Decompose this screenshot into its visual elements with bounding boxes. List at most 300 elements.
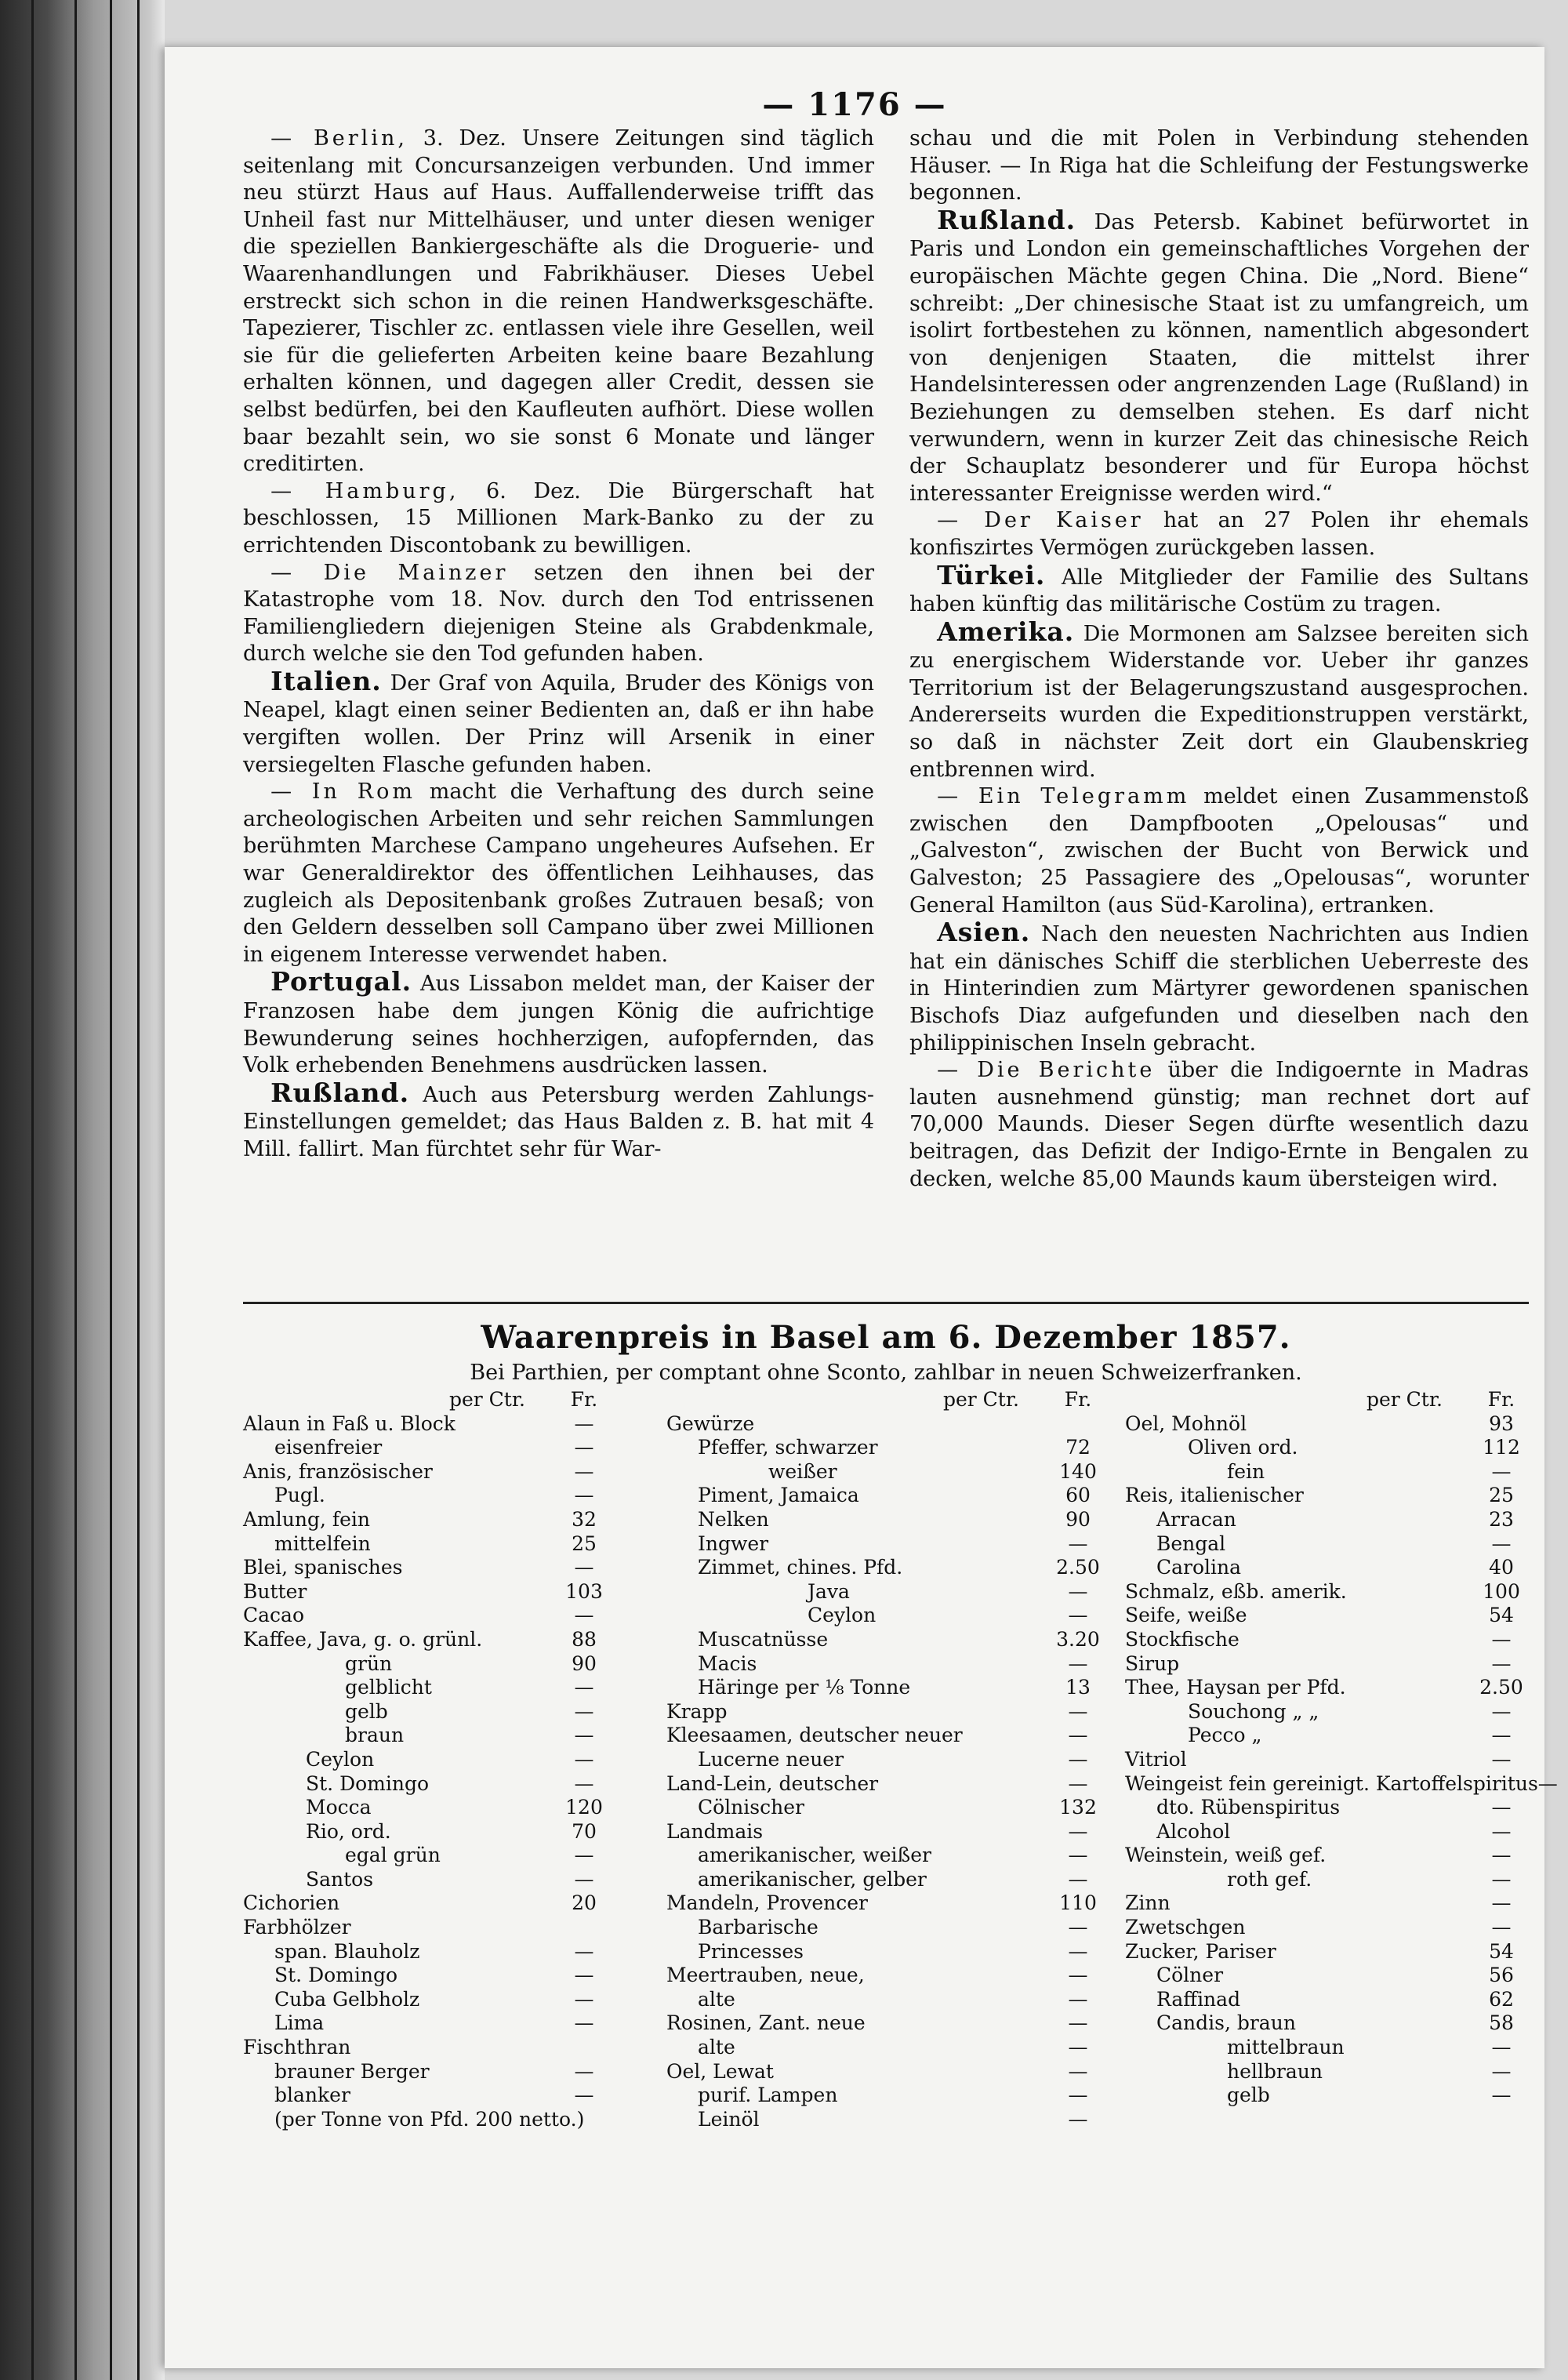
commodity-price: — [1068,2011,1088,2035]
commodity-name: mittelfein [274,1532,371,1555]
price-row [1125,1700,1529,1724]
commodity-name: Landmais [666,1819,764,1843]
price-row [243,1580,612,1604]
paragraph-lead: — Berlin, [270,126,408,151]
commodity-price: 54 [1489,1604,1514,1627]
commodity-price: — [1491,2084,1512,2107]
price-row [666,1820,1105,1844]
commodity-price: — [1068,1939,1088,1963]
commodity-price: — [1491,1651,1512,1675]
commodity-name: Pugl. [274,1484,325,1507]
price-row [666,1940,1105,1964]
price-row [243,1891,612,1916]
paragraph-text: Aus Lissabon meldet man, der Kaiser der Franzosen habe dem jungen König die aufrichtige Bewunderung seines hochherzigen, aufopfernden, das Volk erhebenden Benehmens ausdrücken lassen. [243,972,874,1078]
commodity-name: Weingeist fein gereinigt. Kartoffelspiritus [1125,1771,1538,1795]
price-row [1125,1460,1529,1484]
commodity-name: Pfeffer, schwarzer [698,1436,878,1459]
commodity-name: Ingwer [698,1532,769,1555]
price-row [243,1844,612,1868]
commodity-price [557,2036,612,2060]
commodity-price: 140 [1059,1459,1097,1483]
commodity-name: Häringe per ⅛ Tonne [698,1676,911,1699]
commodity-name: Land-Lein, deutscher [666,1771,879,1795]
commodity-name: Gewürze [666,1412,755,1435]
commodity-price: — [1491,1699,1512,1723]
price-row [243,1964,612,1988]
price-row [666,2060,1105,2084]
commodity-name: Reis, italienischer [1125,1484,1304,1507]
price-row [666,1436,1105,1460]
commodity-price: — [1491,1891,1512,1915]
commodity-price: — [574,1939,594,1963]
commodity-name: St. Domingo [274,1964,398,1987]
price-row [666,1484,1105,1508]
commodity-name: Lucerne neuer [698,1747,844,1771]
price-row [666,1964,1105,1988]
price-row [243,1460,612,1484]
commodity-name: Blei, spanisches [243,1556,403,1579]
price-row [243,1700,612,1724]
commodity-name: gelb [1227,2084,1270,2107]
commodity-name: Bengal [1156,1532,1226,1555]
commodity-price: — [1068,2036,1088,2059]
paragraph-text: schau und die mit Polen in Verbindung stehenden Häuser. — In Riga hat die Schleifung der Festungswerke begonnen. [909,126,1529,205]
news-paragraph [243,125,874,478]
price-row [1125,1940,1529,1964]
commodity-name: Weinstein, weiß gef. [1125,1844,1327,1867]
commodity-name: hellbraun [1227,2059,1323,2083]
price-row [666,1891,1105,1916]
commodity-name: span. Blauholz [274,1939,420,1963]
price-row [243,1652,612,1677]
paragraph-text: setzen den ihnen bei der Katastrophe vom 18. Nov. durch den Tod entrissenen Familiengliedern diejenigen Steine als Grabdenkmale, durch welche sie den Tod gefunden haben. [243,560,874,667]
price-row [666,1796,1105,1820]
commodity-name: Rosinen, Zant. neue [666,2011,866,2035]
commodity-name: Zucker, Pariser [1125,1939,1276,1963]
commodity-name: St. Domingo [306,1771,430,1795]
commodity-price: 25 [572,1532,597,1555]
news-paragraph [909,783,1529,919]
price-row [1125,1748,1529,1772]
commodity-name: Fischthran [243,2036,351,2059]
price-row [243,2084,612,2108]
commodity-price: 62 [1489,1987,1514,2011]
commodity-name: Cacao [243,1604,304,1627]
price-row [1125,1556,1529,1580]
price-row [1125,1436,1529,1460]
commodity-name: Oliven ord. [1188,1436,1298,1459]
price-row [243,1604,612,1628]
left-text-column [243,125,874,1164]
paragraph-text: hat an 27 Polen ihr ehemals konfiszirtes Vermögen zurückgeben lassen. [909,508,1530,560]
paragraph-lead: — Die Mainzer [270,560,509,585]
price-row [666,2011,1105,2036]
section-divider [243,1302,1529,1304]
commodity-name: amerikanischer, weißer [698,1844,931,1867]
commodity-price: — [574,1964,594,1987]
price-row [666,1724,1105,1748]
commodity-name: Ceylon [306,1747,375,1771]
price-row [243,1772,612,1797]
commodity-name: fein [1227,1459,1265,1483]
commodity-name: Farbhölzer [243,1916,351,1939]
commodity-name: Amlung, fein [243,1507,370,1531]
commodity-price: — [574,1436,594,1459]
price-row [243,1988,612,2012]
price-row [243,1676,612,1700]
commodity-price: — [1491,1819,1512,1843]
commodity-price: — [1068,2059,1088,2083]
price-row [666,1628,1105,1652]
scan-binding-edge [0,0,165,2380]
paragraph-text: über die Indigoernte in Madras lauten ausnehmend günstig; man rechnet dort auf 70,000 Maunds. Dieser Segen dürfte wesentlich dazu beitragen, das Defizit der Indigo-Ernte in Bengalen zu decken, welche 85,00 Maunds kaum übersteigen wird. [909,1058,1529,1191]
commodity-price: — [1068,1532,1088,1555]
commodity-price: — [574,1699,594,1723]
commodity-price: — [574,1771,594,1795]
price-column-3 [1125,1388,1558,2108]
commodity-name: Princesses [698,1939,804,1963]
price-row [1125,1628,1529,1652]
price-row [1125,1412,1529,1437]
paragraph-lead: — Hamburg, [270,478,459,503]
commodity-price: — [1491,1532,1512,1555]
commodity-price: — [1068,1819,1088,1843]
price-column-header [666,1388,1105,1412]
commodity-name: purif. Lampen [698,2084,838,2107]
price-row [243,2036,612,2060]
commodity-name: Meertrauben, neue, [666,1964,865,1987]
news-paragraph [909,204,1529,508]
commodity-name: Piment, Jamaica [698,1484,859,1507]
commodity-name: Leinöl [698,2107,760,2131]
price-row [1125,1724,1529,1748]
price-row [666,1844,1105,1868]
commodity-name: egal grün [345,1844,441,1867]
news-paragraph [243,1077,874,1164]
price-row [666,1580,1105,1604]
commodity-price: — [1068,1867,1088,1891]
country-heading: Amerika. [937,616,1075,647]
price-row [1125,1796,1529,1820]
commodity-price: — [574,1556,594,1579]
price-row [666,1700,1105,1724]
price-row [1125,2036,1529,2060]
commodity-name: Carolina [1156,1556,1242,1579]
commodity-price: — [1068,1747,1088,1771]
commodity-price: — [574,2084,594,2107]
price-column-1 [243,1388,612,2131]
commodity-name: Candis, braun [1156,2011,1296,2035]
newspaper-page [165,47,1558,2368]
price-row [1125,1484,1529,1508]
commodity-name: Sirup [1125,1651,1180,1675]
commodity-name: alte [698,1987,735,2011]
currency-header: Fr. [1064,1388,1092,1411]
commodity-price: 13 [1065,1676,1091,1699]
price-row [1125,1580,1529,1604]
price-row [243,1436,612,1460]
price-row [243,1868,612,1892]
price-row [243,1796,612,1820]
country-heading: Italien. [270,665,382,696]
commodity-name: Oel, Mohnöl [1125,1412,1247,1435]
commodity-price: 70 [572,1819,597,1843]
price-row [243,1724,612,1748]
commodity-name: dto. Rübenspiritus [1156,1796,1341,1819]
commodity-name: Ceylon [808,1604,877,1627]
commodity-price [557,1916,612,1940]
price-column-2 [666,1388,1105,2131]
commodity-name: Schmalz, eßb. amerik. [1125,1579,1347,1603]
commodity-name: grün [345,1651,393,1675]
commodity-price: — [574,1604,594,1627]
paragraph-text: Nach den neuesten Nachrichten aus Indien hat ein dänisches Schiff die sterblichen Ueberreste des in Hinterindien zum Märtyrer gewordenen spanischen Bischofs Diaz aufgefunden und dieselben nach den philippinischen Inseln gebracht. [909,922,1529,1056]
commodity-price: 23 [1489,1507,1514,1531]
commodity-name: (per Tonne von Pfd. 200 netto.) [274,2107,585,2131]
news-paragraph [243,968,874,1079]
news-paragraph [243,665,874,779]
paragraph-lead: — Der Kaiser [937,508,1144,533]
commodity-price: 90 [1065,1507,1091,1531]
commodity-name: Kaffee, Java, g. o. grünl. [243,1627,483,1651]
commodity-price: — [574,1844,594,1867]
paragraph-text: macht die Verhaftung des durch seine archeologischen Arbeiten und sehr reichen Sammlungen berühmten Marchese Campano ungeheures Aufsehen. Er war Generaldirektor des öffentlichen Leihhauses, das zugleich als Depositenbank großes Zutrauen besaß; von den Geldern desselben soll Campano über zwei Millionen in eigenem Interesse verwendet haben. [243,779,874,967]
price-row [243,1484,612,1508]
commodity-price: 93 [1489,1412,1514,1435]
news-paragraph [909,507,1529,561]
commodity-price: — [1491,1916,1512,1939]
paragraph-text: Auch aus Petersburg werden Zahlungs-Einstellungen gemeldet; das Haus Balden z. B. hat mit 4 Mill. fallirt. Man fürchtet sehr für War- [243,1082,874,1161]
commodity-name: Mocca [306,1796,372,1819]
commodity-name: Muscatnüsse [698,1627,829,1651]
price-row [666,1412,1105,1437]
commodity-price: 56 [1489,1964,1514,1987]
commodity-price: — [574,1412,594,1435]
price-row [1125,1964,1529,1988]
commodity-price: — [1068,1651,1088,1675]
price-row [243,1532,612,1557]
price-row [243,1940,612,1964]
commodity-price: — [574,1867,594,1891]
price-list-title: Waarenpreis in Basel am 6. Dezember 1857. [481,1319,1291,1356]
commodity-price: — [574,1459,594,1483]
commodity-price [584,2108,612,2132]
commodity-price: — [574,2059,594,2083]
news-paragraph [909,559,1529,619]
commodity-price: — [1068,1724,1088,1747]
commodity-name: Alcohol [1156,1819,1231,1843]
commodity-name: Nelken [698,1507,769,1531]
price-row [666,2108,1105,2132]
price-row [1125,2060,1529,2084]
commodity-price: — [1491,2059,1512,2083]
commodity-price: 120 [565,1796,603,1819]
unit-header: per Ctr. [448,1388,525,1411]
commodity-price: 88 [572,1627,597,1651]
news-paragraph [909,125,1529,207]
commodity-price: — [1068,1987,1088,2011]
country-heading: Rußland. [270,1077,410,1108]
commodity-price: — [574,1987,594,2011]
price-row [666,2084,1105,2108]
commodity-price: — [1491,1867,1512,1891]
commodity-name: Oel, Lewat [666,2059,774,2083]
price-row [243,1556,612,1580]
price-row [666,1556,1105,1580]
currency-header: Fr. [1487,1388,1515,1411]
price-row [666,1652,1105,1677]
paragraph-text: Der Graf von Aquila, Bruder des Königs von Neapel, klagt einen seiner Bedienten an, daß er ihn habe vergiften wollen. Der Prinz will Arsenik in einer versiegelten Flasche gefunden haben. [243,670,874,777]
commodity-name: Java [808,1579,850,1603]
commodity-price: 103 [565,1579,603,1603]
commodity-name: Cichorien [243,1891,340,1915]
price-row [1125,1868,1529,1892]
commodity-name: amerikanischer, gelber [698,1867,927,1891]
commodity-name: brauner Berger [274,2059,430,2083]
price-row [666,2036,1105,2060]
country-heading: Asien. [937,917,1031,948]
commodity-price: 72 [1065,1436,1091,1459]
commodity-name: eisenfreier [274,1436,383,1459]
commodity-name: Rio, ord. [306,1819,391,1843]
commodity-name: Pecco „ [1188,1724,1262,1747]
commodity-name: Lima [274,2011,325,2035]
price-row [243,1748,612,1772]
commodity-price: — [1068,2107,1088,2131]
commodity-price: — [1068,1964,1088,1987]
price-row [666,1676,1105,1700]
price-column-header [243,1388,612,1412]
commodity-name: Stockfische [1125,1627,1240,1651]
price-row [1125,1844,1529,1868]
news-paragraph [243,779,874,968]
commodity-name: Butter [243,1579,307,1603]
price-row [243,2060,612,2084]
commodity-price: 60 [1065,1484,1091,1507]
price-list-subtitle: Bei Parthien, per comptant ohne Sconto, zahlbar in neuen Schweizerfranken. [470,1361,1302,1385]
commodity-price: — [574,1724,594,1747]
commodity-price: 90 [572,1651,597,1675]
price-row [666,1604,1105,1628]
commodity-name: Raffinad [1156,1987,1241,2011]
price-column-header [1125,1388,1529,1412]
unit-header: per Ctr. [942,1388,1019,1411]
paragraph-text: Alle Mitglieder der Familie des Sultans haben künftig das militärische Costüm zu tragen. [909,565,1529,617]
commodity-price: 20 [572,1891,597,1915]
price-row [243,1508,612,1532]
commodity-name: Zinn [1125,1891,1171,1915]
commodity-price: 3.20 [1056,1627,1100,1651]
unit-header: per Ctr. [1366,1388,1443,1411]
commodity-price [1051,1412,1105,1437]
commodity-price: — [1491,1796,1512,1819]
price-row [1125,2084,1529,2108]
commodity-price: — [1491,2036,1512,2059]
price-row [243,2011,612,2036]
commodity-price: — [1491,1747,1512,1771]
commodity-price: — [574,1747,594,1771]
commodity-price: 32 [572,1507,597,1531]
commodity-price: 40 [1489,1556,1514,1579]
commodity-name: alte [698,2036,735,2059]
commodity-price: 58 [1489,2011,1514,2035]
paragraph-text: 3. Dez. Unsere Zeitungen sind täglich seitenlang mit Concursanzeigen verbunden. Und immer neu stürzt Haus auf Haus. Auffallenderweise trifft das Unheil fast nur Mittelhäuser, und unter diesen weniger die speziellen Bankiergeschäfte als die Droguerie- und Waarenhandlungen und Fabrikhäuser. Dieses Uebel erstreckt sich schon in die reinen Handwerksgeschäfte. Tapezierer, Tischler zc. entlassen viele ihre Gesellen, weil sie für die gelieferten Arbeiten keine baare Bezahlung erhalten können, und dagegen aller Credit, dessen sie selbst bedürfen, bei den Kaufleuten aufhört. Diese wollen baar bezahlt sein, wo sie sonst 6 Monate und länger creditirten. [243,126,874,477]
commodity-price: — [574,1676,594,1699]
commodity-name: braun [345,1724,405,1747]
commodity-price: — [1068,1579,1088,1603]
price-row [243,2108,612,2132]
news-paragraph [909,919,1529,1057]
commodity-name: Cuba Gelbholz [274,1987,420,2011]
page-number: — 1176 — [762,86,947,123]
commodity-price: — [1491,1459,1512,1483]
price-row [1125,1604,1529,1628]
commodity-price: — [1068,1604,1088,1627]
price-row [666,1916,1105,1940]
commodity-name: mittelbraun [1227,2036,1345,2059]
commodity-price: 110 [1059,1891,1097,1915]
commodity-name: Zimmet, chines. Pfd. [698,1556,903,1579]
price-row [243,1820,612,1844]
commodity-name: Barbarische [698,1916,818,1939]
price-row [1125,1652,1529,1677]
commodity-price: — [574,2011,594,2035]
paragraph-text: 6. Dez. Die Bürgerschaft hat beschlossen, 15 Millionen Mark-Banko zu der zu errichtenden Discontobank zu bewilligen. [243,478,874,558]
commodity-price: 100 [1483,1579,1520,1603]
price-row [666,1532,1105,1557]
commodity-name: Macis [698,1651,757,1675]
price-row [666,1988,1105,2012]
commodity-name: Zwetschgen [1125,1916,1246,1939]
price-row [666,1772,1105,1797]
commodity-price: — [1537,1771,1558,1795]
paragraph-text: meldet einen Zusammenstoß zwischen den Dampfbooten „Opelousas“ und „Galveston“, zwischen der Bucht von Berwick und Galveston; 25 Passagiere des „Opelousas“, worunter General Hamilton (aus Süd-Karolina), ertranken. [909,784,1529,917]
price-row [666,1748,1105,1772]
price-row [1125,1508,1529,1532]
paragraph-text: Das Petersb. Kabinet befürwortet in Paris und London ein gemeinschaftliches Vorgehen der europäischen Mächte gegen China. Die „Nord. Biene“ schreibt: „Der chinesische Staat ist zu umfangreich, um isolirt fortbestehen zu können, namentlich abgesondert von denjenigen Staaten, die mittelst ihrer Handelsinteressen oder angrenzenden Lage (Rußland) in Beziehungen zu demselben stehen. Es darf nicht verwundern, wenn in kurzer Zeit das chinesische Reich der Schauplatz besonderer und für Europa höchst interessanter Ereignisse werden wird.“ [909,209,1529,506]
price-row [243,1628,612,1652]
news-paragraph [243,478,874,560]
price-row [666,1868,1105,1892]
commodity-price: — [1068,2084,1088,2107]
price-row [1125,1891,1529,1916]
commodity-name: Kleesaamen, deutscher neuer [666,1724,963,1747]
commodity-name: Mandeln, Provencer [666,1891,868,1915]
commodity-name: Santos [306,1867,374,1891]
commodity-name: Souchong „ „ [1188,1699,1319,1723]
commodity-name: Vitriol [1125,1747,1187,1771]
country-heading: Rußland. [937,204,1076,235]
commodity-name: Cölner [1156,1964,1224,1987]
price-row [1125,1676,1529,1700]
paragraph-text: Die Mormonen am Salzsee bereiten sich zu energischem Widerstande vor. Ueber ihr ganzes Territorium ist der Belagerungszustand ausgesprochen. Andererseits wurden die Expeditionstruppen verstärkt, so daß in nächster Zeit dort ein Glaubenskrieg entbrennen wird. [909,621,1529,782]
country-heading: Portugal. [270,966,412,997]
news-paragraph [909,1057,1529,1193]
price-row [1125,1820,1529,1844]
price-row [1125,1916,1529,1940]
price-row [666,1460,1105,1484]
news-paragraph [909,616,1529,784]
commodity-name: weißer [768,1459,837,1483]
commodity-name: Thee, Haysan per Pfd. [1125,1676,1346,1699]
commodity-price: 25 [1489,1484,1514,1507]
commodity-name: blanker [274,2084,350,2107]
price-row [243,1412,612,1437]
commodity-price: — [1068,1844,1088,1867]
commodity-price: — [1491,1627,1512,1651]
paragraph-lead: — Ein Telegramm [937,784,1190,809]
commodity-price: — [1068,1699,1088,1723]
